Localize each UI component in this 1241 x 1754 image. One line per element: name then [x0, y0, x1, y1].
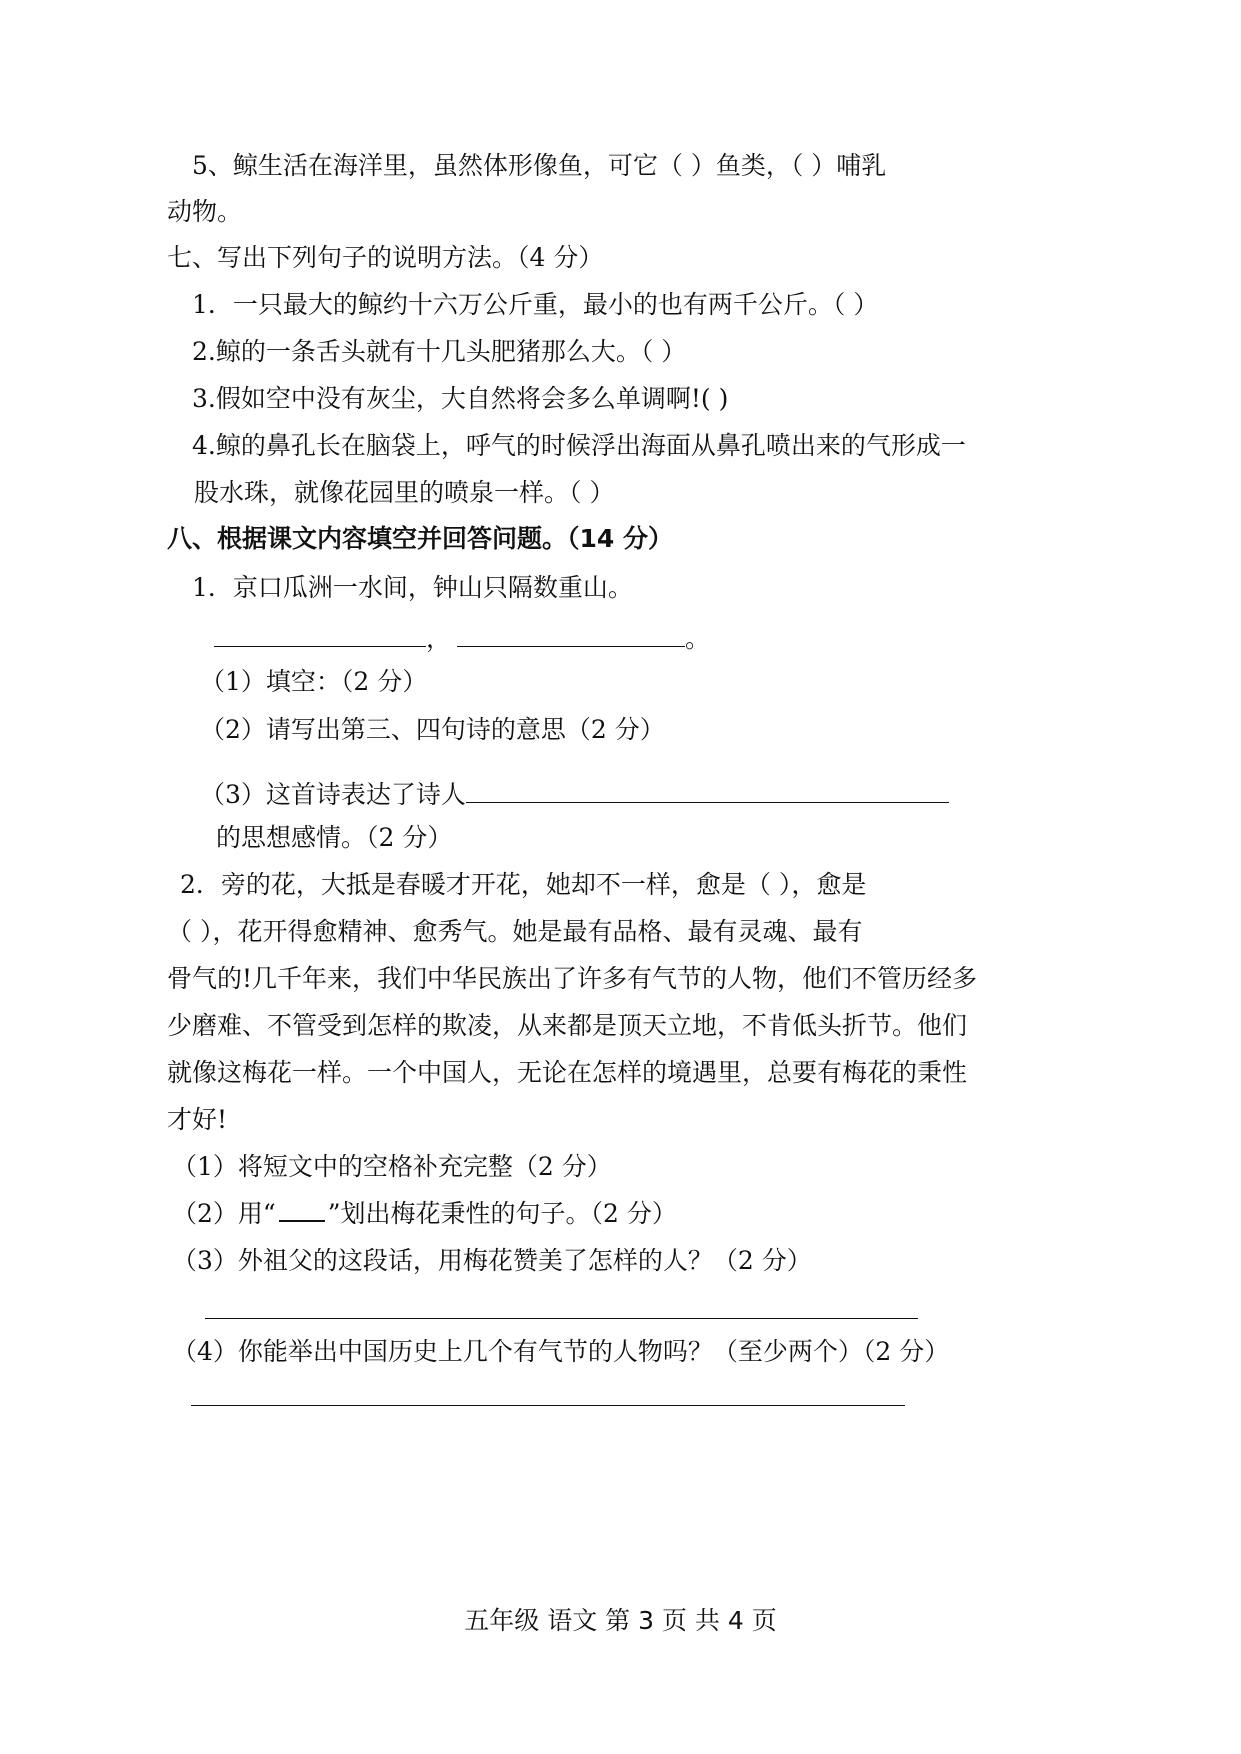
underline-sample [279, 1198, 325, 1222]
answer-line-3[interactable] [205, 1318, 918, 1319]
q7-item-1: 1．一只最大的鲸约十六万公斤重，最小的也有两千公斤。（ ） [192, 290, 879, 319]
passage-line-5: 就像这梅花一样。一个中国人，无论在怎样的境遇里，总要有梅花的秉性 [167, 1058, 968, 1087]
q7-item-3: 3.假如空中没有灰尘，大自然将会多么单调啊!( ) [192, 384, 729, 413]
fill-blank-1[interactable] [214, 620, 426, 647]
period: 。 [685, 624, 711, 653]
q2-sub2-prefix: （2）用“ [172, 1199, 276, 1228]
q2-sub2 [172, 1198, 677, 1230]
answer-line-4[interactable] [191, 1405, 905, 1406]
q2-sub2-suffix: ”划出梅花秉性的句子。（2 分） [327, 1199, 677, 1228]
passage-line-6: 才好! [167, 1105, 228, 1134]
q6-item5-line1: 5、鲸生活在海洋里，虽然体形像鱼，可它（ ）鱼类，（ ）哺乳 [192, 151, 887, 180]
q2-sub3: （3）外祖父的这段话，用梅花赞美了怎样的人？（2 分） [172, 1246, 812, 1275]
poem-fill-row [214, 620, 710, 655]
q7-item-2: 2.鲸的一条舌头就有十几头肥猪那么大。（ ） [192, 337, 687, 366]
q8-sub1: （1）填空：（2 分） [200, 667, 428, 696]
q8-sub2: （2）请写出第三、四句诗的意思（2 分） [200, 715, 665, 744]
q8-heading: 八、根据课文内容填空并回答问题。（14 分） [167, 524, 673, 553]
fill-blank-2[interactable] [457, 620, 685, 647]
q2-sub1: （1）将短文中的空格补充完整（2 分） [172, 1152, 612, 1181]
comma: ， [426, 624, 452, 653]
poem-line: 1．京口瓜洲一水间，钟山只隔数重山。 [192, 573, 633, 602]
passage-line-1: 2．旁的花，大抵是春暖才开花，她却不一样，愈是（ ），愈是 [180, 870, 867, 899]
passage-line-3: 骨气的!几千年来，我们中华民族出了许多有气节的人物，他们不管历经多 [167, 964, 978, 993]
q6-item5-line2: 动物。 [167, 197, 243, 226]
passage-line-2: （ ），花开得愈精神、愈秀气。她是最有品格、最有灵魂、最有 [167, 917, 863, 946]
q7-heading: 七、写出下列句子的说明方法。（4 分） [167, 243, 604, 272]
feeling-answer-line[interactable] [466, 776, 949, 803]
page-footer: 五年级 语文 第 3 页 共 4 页 [464, 1606, 777, 1635]
q8-sub3 [200, 776, 949, 811]
q2-sub4: （4）你能举出中国历史上几个有气节的人物吗？（至少两个）（2 分） [172, 1337, 950, 1366]
q7-item-4-cont: 股水珠，就像花园里的喷泉一样。（ ） [194, 478, 615, 507]
q7-item-4: 4.鲸的鼻孔长在脑袋上，呼气的时候浮出海面从鼻孔喷出来的气形成一 [192, 431, 966, 460]
q8-sub3-suffix: 的思想感情。（2 分） [216, 823, 453, 852]
passage-line-4: 少磨难、不管受到怎样的欺凌，从来都是顶天立地，不肯低头折节。他们 [167, 1011, 968, 1040]
q8-sub3-prefix: （3）这首诗表达了诗人 [200, 780, 466, 809]
